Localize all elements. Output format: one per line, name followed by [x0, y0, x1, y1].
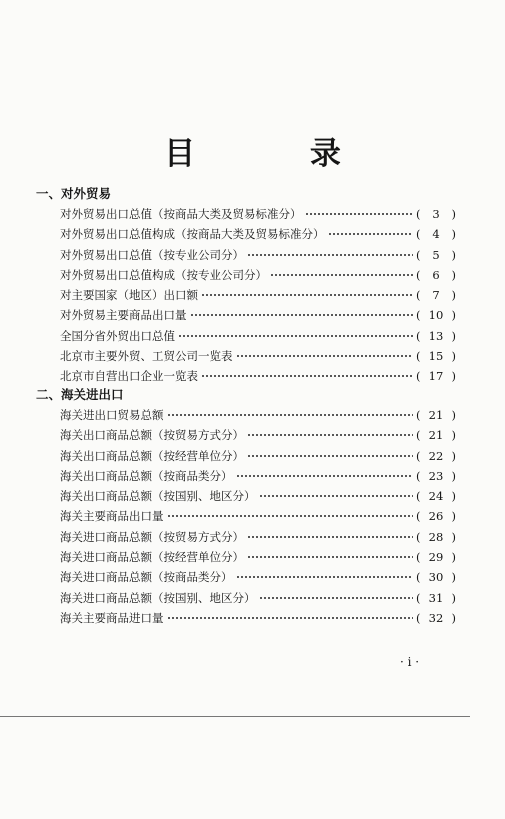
toc-entry-title: 对外贸易出口总值构成（按商品大类及贸易标准分） [60, 227, 325, 242]
toc-entry-page [416, 425, 456, 445]
section-heading: 一、对外贸易 [36, 186, 112, 201]
toc-entry-title: 对外贸易出口总值构成（按专业公司分） [60, 267, 267, 282]
page-number-value: 3 [432, 207, 440, 221]
dot-leader [167, 414, 414, 416]
dot-leader [247, 556, 413, 558]
toc-list [36, 204, 456, 387]
dot-leader [236, 475, 414, 477]
page-number-value: 17 [428, 369, 444, 384]
right-paren: ) [451, 428, 456, 443]
toc-entry[interactable] [60, 446, 456, 466]
left-paren: ( [416, 590, 421, 605]
left-paren: ( [416, 369, 421, 384]
toc-entry-title: 北京市主要外贸、工贸公司一览表 [60, 349, 233, 364]
toc-entry-title: 海关出口商品总额（按国别、地区分） [60, 489, 256, 504]
toc-entry[interactable] [60, 506, 456, 526]
section-heading: 二、海关进出口 [36, 387, 124, 402]
left-paren: ( [416, 468, 421, 483]
left-paren: ( [416, 328, 421, 343]
toc-entry-title: 北京市自营出口企业一览表 [60, 369, 198, 384]
page-number-value: 15 [428, 349, 444, 364]
right-paren: ) [451, 590, 456, 605]
toc-entry[interactable] [60, 265, 456, 285]
right-paren: ) [451, 369, 456, 384]
page-number-value: 28 [428, 529, 444, 544]
right-paren: ) [451, 328, 456, 343]
page-number-value: 32 [428, 610, 444, 625]
page-number-value: 4 [432, 227, 440, 242]
page-number-value: 5 [432, 247, 440, 262]
toc-entry-page [416, 547, 456, 567]
toc-entry-page [416, 588, 456, 608]
toc-entry-page [416, 265, 456, 285]
toc-entry-title: 海关进口商品总额（按贸易方式分） [60, 529, 244, 544]
toc-entry-page [416, 305, 456, 325]
toc-section-foreign-trade [36, 184, 456, 387]
toc-entry[interactable] [60, 527, 456, 547]
toc-entry[interactable] [60, 285, 456, 305]
left-paren: ( [416, 550, 421, 565]
toc-entry[interactable] [60, 608, 456, 628]
dot-leader [201, 294, 413, 296]
left-paren: ( [416, 428, 421, 443]
toc-entry-page [416, 285, 456, 305]
toc-entry-title: 海关主要商品出口量 [60, 509, 164, 524]
page-number-value: 24 [428, 489, 444, 504]
right-paren: ) [451, 570, 456, 585]
toc-entry-title: 海关进口商品总额（按经营单位分） [60, 550, 244, 565]
dot-leader [236, 355, 414, 357]
right-paren: ) [451, 288, 456, 303]
toc-section-customs [36, 385, 456, 628]
toc-entry[interactable] [60, 224, 456, 244]
right-paren: ) [451, 308, 456, 323]
page-number-value: 23 [428, 468, 444, 483]
right-paren: ) [451, 489, 456, 504]
right-paren: ) [451, 408, 456, 422]
right-paren: ) [451, 529, 456, 544]
dot-leader [247, 536, 413, 538]
page-number-value: 29 [428, 550, 444, 565]
dot-leader [201, 375, 413, 377]
toc-entry-page [416, 204, 456, 224]
dot-leader [270, 274, 413, 276]
toc-entry-title: 海关出口商品总额（按贸易方式分） [60, 428, 244, 443]
toc-entry-title: 对外贸易出口总值（按专业公司分） [60, 247, 244, 262]
toc-entry-page [416, 245, 456, 265]
right-paren: ) [451, 207, 456, 221]
right-paren: ) [451, 550, 456, 565]
toc-entry[interactable] [60, 547, 456, 567]
left-paren: ( [416, 308, 421, 323]
right-paren: ) [451, 468, 456, 483]
bottom-rule [0, 716, 470, 717]
toc-entry-page [416, 446, 456, 466]
toc-entry[interactable] [60, 366, 456, 386]
right-paren: ) [451, 247, 456, 262]
dot-leader [247, 455, 413, 457]
left-paren: ( [416, 207, 421, 221]
toc-entry-page [416, 366, 456, 386]
right-paren: ) [451, 349, 456, 364]
page-number-value: 22 [428, 448, 444, 463]
toc-entry[interactable] [60, 204, 456, 224]
toc-entry-page [416, 224, 456, 244]
left-paren: ( [416, 288, 421, 303]
page-title: 目 录 [164, 136, 393, 172]
left-paren: ( [416, 448, 421, 463]
toc-entry-page [416, 466, 456, 486]
dot-leader [259, 597, 414, 599]
dot-leader [167, 617, 414, 619]
toc-entry-page [416, 486, 456, 506]
page-number-value: 10 [428, 308, 444, 323]
toc-entry[interactable] [60, 305, 456, 325]
toc-entry-title: 海关进口商品总额（按商品类分） [60, 570, 233, 585]
left-paren: ( [416, 529, 421, 544]
toc-entry-page [416, 326, 456, 346]
right-paren: ) [451, 227, 456, 242]
toc-entry-title: 海关主要商品进口量 [60, 610, 164, 625]
page-number-value: 13 [428, 328, 444, 343]
toc-entry-title: 对外贸易出口总值（按商品大类及贸易标准分） [60, 207, 302, 221]
toc-entry[interactable] [60, 346, 456, 366]
toc-entry-title: 对主要国家（地区）出口额 [60, 288, 198, 303]
toc-entry[interactable] [60, 486, 456, 506]
left-paren: ( [416, 489, 421, 504]
toc-entry-title: 海关进口商品总额（按国别、地区分） [60, 590, 256, 605]
left-paren: ( [416, 570, 421, 585]
toc-entry[interactable] [60, 567, 456, 587]
left-paren: ( [416, 247, 421, 262]
dot-leader [259, 495, 414, 497]
toc-entry[interactable] [60, 588, 456, 608]
toc-entry-page [416, 608, 456, 628]
toc-entry[interactable] [60, 326, 456, 346]
dot-leader [305, 213, 414, 215]
dot-leader [247, 254, 413, 256]
right-paren: ) [451, 509, 456, 524]
toc-entry[interactable] [60, 405, 456, 425]
page-number-value: 6 [432, 267, 440, 282]
left-paren: ( [416, 267, 421, 282]
dot-leader [167, 515, 414, 517]
page-number-value: 21 [428, 408, 444, 422]
toc-entry-title: 海关进出口贸易总额 [60, 408, 164, 422]
left-paren: ( [416, 509, 421, 524]
toc-entry-page [416, 527, 456, 547]
toc-entry-title: 对外贸易主要商品出口量 [60, 308, 187, 323]
left-paren: ( [416, 610, 421, 625]
dot-leader [247, 434, 413, 436]
toc-entry-page [416, 506, 456, 526]
toc-entry[interactable] [60, 245, 456, 265]
toc-entry-page [416, 405, 456, 425]
dot-leader [178, 335, 413, 337]
left-paren: ( [416, 408, 421, 422]
dot-leader [328, 233, 414, 235]
left-paren: ( [416, 227, 421, 242]
toc-entry[interactable] [60, 425, 456, 445]
toc-entry-title: 海关出口商品总额（按经营单位分） [60, 448, 244, 463]
dot-leader [190, 314, 414, 316]
toc-entry-title: 海关出口商品总额（按商品类分） [60, 468, 233, 483]
toc-entry-title: 全国分省外贸出口总值 [60, 328, 175, 343]
right-paren: ) [451, 610, 456, 625]
dot-leader [236, 576, 414, 578]
left-paren: ( [416, 349, 421, 364]
page-number: · i · [400, 655, 420, 669]
page-number-value: 7 [432, 288, 440, 303]
page-number-value: 30 [428, 570, 444, 585]
toc-entry-page [416, 346, 456, 366]
toc-entry-page [416, 567, 456, 587]
page-number-value: 31 [428, 590, 444, 605]
toc-entry[interactable] [60, 466, 456, 486]
page-number-value: 21 [428, 428, 444, 443]
right-paren: ) [451, 267, 456, 282]
toc-list [36, 405, 456, 628]
page-number-value: 26 [428, 509, 444, 524]
right-paren: ) [451, 448, 456, 463]
